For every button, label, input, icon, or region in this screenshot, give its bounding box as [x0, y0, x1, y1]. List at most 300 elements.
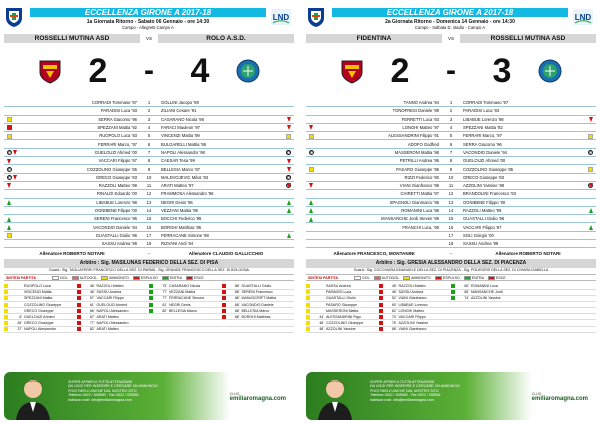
advert-text: [370, 380, 510, 402]
shirt-number: 9: [140, 165, 158, 173]
event-player: SASSU Andrea: [326, 283, 351, 288]
away-player-row: [158, 240, 294, 248]
home-lineup: [4, 99, 140, 248]
event-icon: [306, 321, 310, 325]
sub-in-icon: [589, 208, 593, 213]
red-card-icon: [7, 125, 12, 130]
legend-label: ESCE: [194, 275, 204, 280]
player-name: GUELOUZI Ahmed '00: [94, 149, 137, 155]
advert-banner[interactable]: [4, 372, 294, 420]
player-name: CAESAR Tesa '99: [161, 158, 195, 164]
away-player-row: [460, 107, 596, 115]
player-name: RINALDI Edoardo '00: [96, 191, 137, 197]
event-player: NAPOLI Alessandro: [24, 327, 56, 332]
legend-swatch-icon: [101, 276, 108, 280]
goal-ball-icon: [7, 175, 12, 180]
event-player: SERENI Francesco: [241, 290, 273, 295]
event-player: AZZOLINI Yassine: [471, 296, 501, 301]
event-player: CASARANO Nicola: [169, 283, 201, 288]
round-info: 2a Giornata Ritorno - Domenica 14 Gennaio - ore 14:30: [385, 19, 515, 25]
away-lineup: [158, 99, 294, 248]
yellow-card-icon: [7, 233, 12, 238]
score-dash: -: [144, 54, 154, 87]
shirt-number: 18: [140, 240, 158, 248]
event-icon: [149, 303, 153, 307]
sub-out-icon: [589, 183, 593, 188]
yellow-card-icon: [7, 117, 12, 122]
away-player-row: [158, 107, 294, 115]
event-icon: [379, 309, 383, 313]
home-player-row: [4, 232, 140, 240]
home-player-row: [306, 116, 442, 124]
sub-out-icon: [13, 175, 17, 180]
away-player-row: [158, 207, 294, 215]
advert-line: Telefono 0522 / 508990 - Fax 0522 / 508991: [68, 393, 139, 398]
advert-brand: [230, 392, 286, 402]
home-lineup: [306, 99, 442, 248]
away-player-row: [460, 157, 596, 165]
goal-ball-icon: [7, 150, 12, 155]
event-player: VIANI Gianfranco: [398, 327, 427, 332]
coach-label: Allenatore: [39, 251, 62, 257]
event-player: BORGHI Matthias: [241, 314, 271, 319]
player-name: ZILIANI Cesare '91: [161, 108, 197, 114]
event-player: AZZOLINI Yassine: [398, 321, 429, 326]
shirt-number: 7: [140, 149, 158, 157]
legend-label: GOL: [60, 275, 68, 280]
coach-label: Allenatore: [495, 251, 518, 257]
away-crest-icon: [235, 58, 261, 84]
legend-item: [52, 276, 68, 280]
player-name: SOLI Giorgio '00: [463, 232, 494, 238]
coach-label: Allenatore: [188, 251, 212, 257]
event-minute: 46': [89, 283, 95, 288]
event-icon: [149, 309, 153, 313]
event-minute: 48': [319, 327, 324, 332]
event-player: GUELOUZI Ahmed: [24, 314, 55, 319]
match-panel-2: [306, 6, 596, 420]
legend-label: ENTRA: [169, 275, 182, 280]
event-minute: 70': [391, 314, 397, 319]
home-player-row: [4, 199, 140, 207]
legend-item: [101, 276, 129, 280]
event-player: PARADISI Luca: [326, 290, 352, 295]
away-player-row: [158, 99, 294, 107]
synth-col-3: [451, 283, 524, 333]
sub-in-icon: [287, 208, 291, 213]
home-team-name: FIDENTINA: [306, 34, 442, 43]
player-name: GUASTALLI Giulio '96: [463, 216, 505, 222]
player-name: FRANCHI Luca, '96: [402, 224, 439, 230]
woman-photo-icon: [10, 374, 56, 420]
home-player-row: [4, 132, 140, 140]
advert-line: SUPER AFFARI A TUTTA ATTENZIONE: [68, 380, 133, 384]
event-icon: [77, 321, 81, 325]
away-player-row: [158, 232, 294, 240]
shirt-number: 3: [442, 116, 460, 124]
home-player-row: [306, 232, 442, 240]
synth-row: [379, 327, 452, 333]
player-name: OGNIBENE Filippo '00: [463, 199, 506, 205]
assistant-referees: Guard.: Sig. TAGLIAFERRI FRANCESCO DELLA SEZ. DI PARMA - Sig. GRANDE FRANCESCO DELLA SEZ. DI BOLOGNA: [49, 268, 249, 273]
event-player: LONGHI Matteo: [398, 308, 425, 313]
score-dash: -: [446, 54, 456, 87]
venue-info: Campo - Allegretti Campo A: [122, 25, 174, 30]
legend-item: [435, 276, 460, 280]
event-player: ROMANINI Luca: [471, 283, 498, 288]
shirt-number: 12: [140, 190, 158, 198]
player-name: VACCARI Filippo '97: [463, 224, 502, 230]
event-player: GRECO Giuseppe: [24, 321, 54, 326]
shirt-numbers: [442, 99, 460, 248]
player-name: CORRADI Tommaso '97: [91, 100, 137, 106]
event-player: ALESSANDRINI Rigu: [326, 314, 361, 319]
legend-label: AUTOGOL: [381, 275, 400, 280]
legend-item: [186, 276, 204, 280]
yellow-card-icon: [309, 167, 314, 172]
event-player: LIBABUE Lorenzo: [398, 302, 428, 307]
legend-label: ESPULSO: [140, 275, 158, 280]
event-player: AZZOLINI Yassine: [326, 327, 356, 332]
teams-bar: [4, 34, 294, 43]
shirt-number: 16: [442, 223, 460, 231]
event-minute: 82': [162, 308, 167, 313]
home-player-row: [4, 223, 140, 231]
league-title: ECCELLENZA GIRONE A 2017-18: [30, 8, 266, 17]
referee: Arbitro : Sig. MASILUNAS FEDERICO DELLA SEZ. DI PISA: [4, 259, 294, 268]
away-player-row: [158, 215, 294, 223]
sub-out-icon: [287, 125, 291, 130]
home-player-row: [306, 107, 442, 115]
home-team-name: ROSSELLI MUTINA ASD: [4, 34, 140, 43]
player-name: LIBABUE Lorenzo '98: [463, 116, 504, 122]
home-player-row: [306, 157, 442, 165]
event-player: PASARO Giuseppe: [326, 302, 358, 307]
event-player: ARATI Matteo: [96, 314, 119, 319]
event-icon: [222, 309, 226, 313]
event-icon: [379, 321, 383, 325]
event-player: MANSANCHE Jordi: [471, 290, 503, 295]
event-player: VIANI Gianfranco: [398, 296, 427, 301]
player-name: ARATI Matteo '97: [161, 183, 194, 189]
event-icon: [222, 315, 226, 319]
event-player: VINCENZI Mattia: [24, 290, 52, 295]
player-name: RIZVANI Andi '94: [161, 241, 194, 247]
away-player-row: [460, 99, 596, 107]
away-player-row: [460, 199, 596, 207]
home-player-row: [306, 223, 442, 231]
coach-dash: -: [450, 251, 452, 257]
player-name: SERRA Giacomo '96: [463, 141, 502, 147]
sub-out-icon: [7, 183, 11, 188]
event-minute: 6': [19, 314, 22, 319]
player-name: PARADISI Luca '93: [463, 108, 500, 114]
player-name: OGNIBENE Filippo '00: [94, 208, 137, 213]
legend-label: AMMONITO: [411, 275, 431, 280]
player-name: VINCENZI Mattia '99: [161, 133, 200, 139]
legend-item: [162, 276, 182, 280]
player-name: SASSU Andrea '99: [463, 241, 499, 247]
event-minute: 48': [319, 321, 324, 326]
shirt-number: 2: [140, 107, 158, 115]
event-icon: [77, 290, 81, 294]
event-icon: [222, 284, 226, 288]
away-player-row: [460, 215, 596, 223]
sub-in-icon: [287, 200, 291, 205]
event-minute: 88': [234, 302, 240, 307]
synth-row: [451, 327, 524, 333]
home-player-row: [4, 207, 140, 215]
sub-out-icon: [287, 183, 291, 188]
event-player: MANUSCRIPT Mattia: [241, 296, 276, 301]
sub-out-icon: [287, 159, 291, 164]
event-icon: [222, 290, 226, 294]
event-icon: [306, 296, 310, 300]
home-player-row: [4, 215, 140, 223]
home-player-row: [4, 124, 140, 132]
synth-col-4: [222, 283, 295, 333]
home-player-row: [4, 190, 140, 198]
home-crest-icon: [339, 58, 365, 84]
player-name: SASSU Andrea '99: [101, 241, 137, 247]
sub-in-icon: [7, 217, 11, 222]
event-minute: 88': [234, 283, 240, 288]
vs-label: VS: [442, 34, 460, 43]
event-icon: [77, 303, 81, 307]
panel-header: [306, 6, 596, 32]
home-player-row: [4, 174, 140, 182]
shirt-number: 5: [442, 132, 460, 140]
event-minute: 81': [162, 302, 167, 307]
home-player-row: [4, 157, 140, 165]
home-player-row: [306, 165, 442, 173]
advert-line: Indirizzo mail: info@emiliaromagna.com: [68, 397, 132, 402]
away-team-name: ROSSELLI MUTINA ASD: [460, 34, 596, 43]
player-name: SPEZZANI Mattia '92: [97, 125, 137, 131]
svg-text:LND: LND: [272, 13, 290, 22]
player-name: TONOFRESI Daniele '99: [392, 108, 439, 114]
shirt-number: 9: [442, 165, 460, 173]
synth-col-3: [149, 283, 222, 333]
shirt-number: 14: [442, 207, 460, 215]
event-minute: 77': [89, 321, 95, 326]
scoreboard: [4, 43, 294, 99]
player-name: GRECO Giuseppe '83: [463, 174, 505, 180]
venue-info: Campo - Salbata D. stadio - Campo A: [414, 25, 486, 30]
player-name: VACONDIO Daniele '94: [92, 224, 137, 230]
home-player-row: [306, 182, 442, 190]
event-minute: 26': [17, 321, 22, 326]
event-icon: [149, 284, 153, 288]
shirt-number: 18: [442, 240, 460, 248]
away-player-row: [158, 116, 294, 124]
event-player: GUASTALLI Giulio: [326, 296, 356, 301]
event-player: BELLESIA Marco: [169, 308, 197, 313]
assistant-referees: Guard.: Sig. COCCHIARA EMANUELE DELLA SEZ. DI PIACENZA - Sig. POLIEDRIS DELLA SEZ. DI CHIARA ISABELLA: [353, 268, 549, 273]
yellow-card-icon: [588, 134, 593, 139]
player-name: SERRA Giacomo '96: [98, 116, 137, 122]
synth-col-1: [4, 283, 77, 333]
legend-item: [488, 276, 506, 280]
event-minute: 82': [89, 327, 95, 332]
away-player-row: [158, 199, 294, 207]
player-name: ALESSANDRINI Filippo '91: [388, 133, 439, 139]
away-player-row: [460, 207, 596, 215]
round-info: 1a Giornata Ritorno - Sabato 06 Gennaio - ore 14:30: [86, 19, 210, 25]
synth-row: [149, 327, 222, 333]
event-minute: 88': [234, 296, 240, 301]
player-name: GRECO Giuseppe '83: [95, 174, 137, 180]
synth-row: [524, 327, 597, 333]
match-synthesis: [306, 283, 596, 333]
event-icon: [451, 290, 455, 294]
event-icon: [379, 327, 383, 331]
sub-out-icon: [287, 117, 291, 122]
home-crest-icon: [37, 58, 63, 84]
player-name: RIZZI Federico '90: [404, 174, 439, 180]
player-name: BULGARELLI Mattia '95: [161, 141, 207, 147]
shirt-number: 8: [140, 157, 158, 165]
player-name: COZZOLINO Giuseppe '85: [86, 166, 137, 172]
match-synthesis: [4, 283, 294, 333]
away-player-row: [158, 157, 294, 165]
event-minute: 73': [162, 283, 167, 288]
event-player: COZZOLINO Giuseppe: [24, 302, 62, 307]
advert-banner[interactable]: [306, 372, 596, 420]
home-player-row: [4, 140, 140, 148]
away-player-row: [158, 140, 294, 148]
advert-brand: [532, 392, 588, 402]
player-name: SPEZZANI Mattia '92: [463, 125, 503, 131]
event-icon: [379, 315, 383, 319]
home-player-row: [306, 149, 442, 157]
event-player: RAZZOLI Matteo: [398, 283, 426, 288]
shirt-number: 11: [140, 182, 158, 190]
shirt-number: 13: [140, 199, 158, 207]
synth-col-2: [379, 283, 452, 333]
player-name: GUELOUZI Ahmed '00: [463, 158, 506, 164]
shirt-number: 8: [442, 157, 460, 165]
event-icon: [149, 296, 153, 300]
event-player: FERRACANE Simone: [169, 296, 205, 301]
event-icon: [4, 309, 8, 313]
away-score: 3: [492, 51, 512, 90]
advert-line: Telefono 0522 / 508990 - Fax 0522 / 508991: [370, 393, 441, 398]
player-name: RAZZOLI Matteo '99: [98, 183, 137, 189]
event-player: GUASTALLI Giulio: [241, 283, 272, 288]
advert-text: [68, 380, 208, 402]
event-minute: 45': [391, 283, 397, 288]
player-name: RUOPOLO Luca '93: [99, 133, 137, 139]
sub-out-icon: [309, 125, 313, 130]
sub-in-icon: [309, 200, 313, 205]
shirt-number: 15: [442, 215, 460, 223]
legend-label: ENTRA: [471, 275, 484, 280]
advert-line: PUOI FARLO ANCHE DAL NOSTRO SITO: [68, 388, 137, 393]
sub-in-icon: [309, 208, 313, 213]
sub-out-icon: [589, 117, 593, 122]
player-name: SPAGNOLI Gianmarco '95: [389, 199, 439, 205]
event-icon: [306, 290, 310, 294]
player-name: FERRACANE Simone '98: [161, 232, 209, 238]
legend-item: [403, 276, 431, 280]
event-icon: [451, 284, 455, 288]
player-name: PETRILLI Andrea '95: [399, 158, 439, 164]
legend: [306, 274, 596, 281]
figc-logo-icon: [4, 6, 24, 28]
event-player: RUOPOLO Luca: [24, 283, 51, 288]
event-icon: [379, 296, 383, 300]
sub-in-icon: [309, 217, 313, 222]
event-player: MASSERONI Mattia: [326, 308, 359, 313]
event-player: SASSU Andrea: [398, 290, 424, 295]
event-minute: 52': [391, 296, 397, 301]
player-name: CORRADI Tommaso '97: [463, 100, 509, 106]
event-icon: [77, 296, 81, 300]
lnd-logo-icon: [572, 6, 594, 28]
away-player-row: [158, 124, 294, 132]
home-coach: FRANCESCO, MONTANINI: [357, 251, 415, 257]
event-player: ARATI Matteo: [96, 327, 119, 332]
home-player-row: [4, 107, 140, 115]
legend-swatch-icon: [354, 276, 361, 280]
advert-line: DA OGGI PER INSERIRE E CERCARE UN ANNUNCIO: [370, 384, 460, 389]
brand-name: emiliaromagna.com: [531, 396, 588, 402]
player-name: GUASTALLI Giulio '96: [95, 232, 137, 238]
away-player-row: [460, 124, 596, 132]
home-score: 2: [390, 51, 410, 90]
yellow-card-icon: [286, 134, 291, 139]
player-name: CHIRETTI Mattia '97: [400, 191, 439, 197]
home-score: 2: [88, 51, 108, 90]
event-icon: [451, 296, 455, 300]
away-player-row: [460, 240, 596, 248]
scoreboard: [306, 43, 596, 99]
legend-swatch-icon: [464, 276, 471, 280]
legend-item: [354, 276, 370, 280]
home-player-row: [306, 207, 442, 215]
home-player-row: [4, 99, 140, 107]
legend-swatch-icon: [403, 276, 410, 280]
away-crest-icon: [537, 58, 563, 84]
event-icon: [149, 290, 153, 294]
event-minute: 74': [464, 296, 469, 301]
shirt-numbers: [140, 99, 158, 248]
legend-swatch-icon: [488, 276, 495, 280]
away-player-row: [460, 232, 596, 240]
event-player: NEGRI Denis: [169, 302, 191, 307]
shirt-number: 1: [442, 99, 460, 107]
player-name: BELLESIA Marco '87: [161, 166, 200, 172]
home-player-row: [4, 116, 140, 124]
shirt-number: 11: [442, 182, 460, 190]
event-minute: 88': [234, 308, 240, 313]
legend-title: SINTESI PARTITA: [308, 275, 339, 280]
player-name: AZZOLINI Yassine '98: [463, 183, 505, 189]
player-name: BRANDOLINI Francesco '93: [463, 191, 516, 197]
coaches-row: [306, 250, 596, 258]
away-score: 4: [190, 51, 210, 90]
player-name: TANNO Andrea '94: [403, 100, 439, 106]
home-player-row: [306, 174, 442, 182]
event-player: GUELOUZI Ahmed: [96, 302, 128, 307]
event-icon: [222, 303, 226, 307]
shirt-number: 10: [140, 174, 158, 182]
brand-top: CLUO: [531, 392, 542, 396]
away-player-row: [460, 182, 596, 190]
lnd-logo-icon: [270, 6, 292, 28]
event-player: NAPOLI Alessandro: [96, 308, 129, 313]
